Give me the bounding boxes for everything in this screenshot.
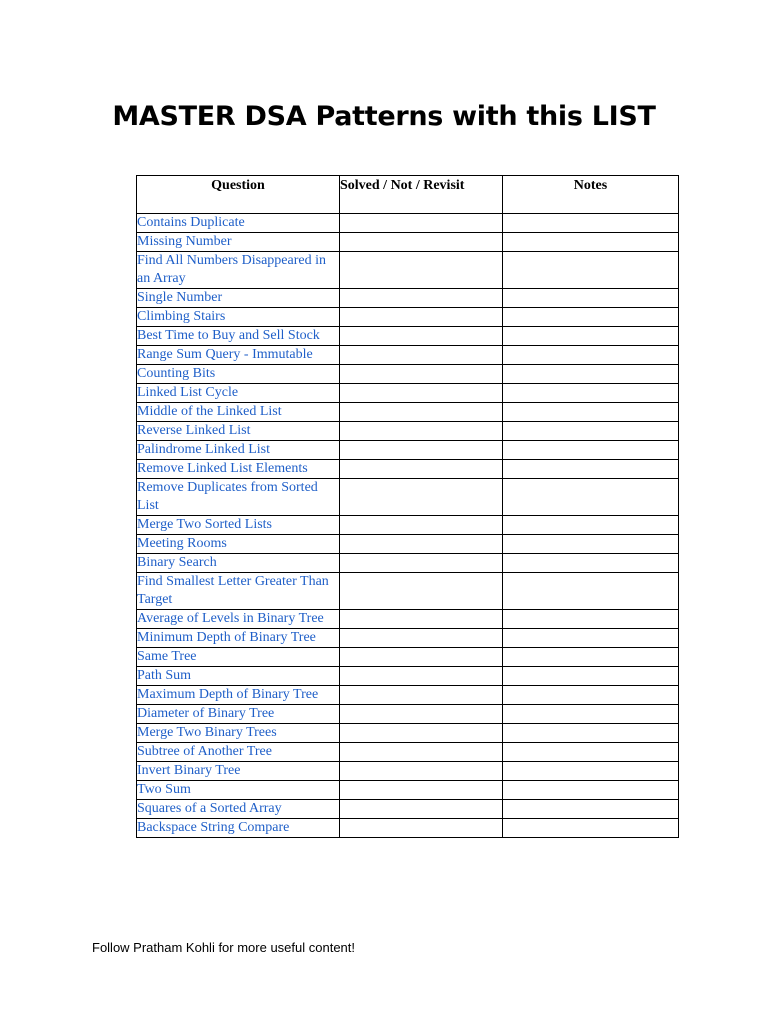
table-row [137,554,679,573]
footer-text: Follow Pratham Kohli for more useful content! [92,940,356,955]
table-row [137,252,679,289]
notes-cell[interactable] [503,610,679,629]
status-cell[interactable] [340,327,503,346]
question-link[interactable]: Reverse Linked List [137,423,251,438]
notes-cell[interactable] [503,422,679,441]
question-link[interactable]: Minimum Depth of Binary Tree [137,630,316,645]
table-row [137,573,679,610]
question-link[interactable]: Missing Number [137,234,232,249]
question-cell [137,667,340,686]
status-cell[interactable] [340,724,503,743]
notes-cell[interactable] [503,629,679,648]
notes-cell[interactable] [503,403,679,422]
question-link[interactable]: Maximum Depth of Binary Tree [137,687,319,702]
table-row [137,516,679,535]
table-header-row [137,176,679,214]
table-row [137,460,679,479]
header-status: Solved / Not / Revisit [340,176,503,214]
table-row [137,479,679,516]
question-link[interactable]: Find Smallest Letter Greater Than Target [137,574,329,607]
status-cell[interactable] [340,252,503,289]
notes-cell[interactable] [503,743,679,762]
status-cell[interactable] [340,800,503,819]
status-cell[interactable] [340,403,503,422]
notes-cell[interactable] [503,800,679,819]
notes-cell[interactable] [503,289,679,308]
table-row [137,819,679,838]
question-link[interactable]: Merge Two Sorted Lists [137,517,272,532]
table-row [137,384,679,403]
question-link[interactable]: Path Sum [137,668,192,683]
question-link[interactable]: Average of Levels in Binary Tree [137,611,324,626]
question-cell [137,743,340,762]
question-link[interactable]: Diameter of Binary Tree [137,706,275,721]
header-question: Question [137,176,340,214]
status-cell[interactable] [340,819,503,838]
table-row [137,535,679,554]
question-link[interactable]: Climbing Stairs [137,309,226,324]
question-link[interactable]: Range Sum Query - Immutable [137,347,313,362]
notes-cell[interactable] [503,762,679,781]
table-row [137,800,679,819]
question-cell [137,479,340,516]
notes-cell[interactable] [503,724,679,743]
status-cell[interactable] [340,214,503,233]
table-row [137,781,679,800]
status-cell[interactable] [340,573,503,610]
question-link[interactable]: Palindrome Linked List [137,442,270,457]
question-link[interactable]: Linked List Cycle [137,385,239,400]
notes-cell[interactable] [503,441,679,460]
status-cell[interactable] [340,233,503,252]
question-cell [137,403,340,422]
table-body [137,214,679,838]
notes-cell[interactable] [503,781,679,800]
status-cell[interactable] [340,629,503,648]
dsa-question-table [136,175,679,838]
notes-cell[interactable] [503,384,679,403]
question-link[interactable]: Middle of the Linked List [137,404,282,419]
table-row [137,705,679,724]
notes-cell[interactable] [503,819,679,838]
question-link[interactable]: Remove Linked List Elements [137,461,308,476]
notes-cell[interactable] [503,516,679,535]
question-cell [137,819,340,838]
notes-cell[interactable] [503,573,679,610]
question-cell [137,800,340,819]
question-cell [137,214,340,233]
table-row [137,441,679,460]
question-cell [137,648,340,667]
table-row [137,724,679,743]
notes-cell[interactable] [503,667,679,686]
header-notes: Notes [503,176,679,214]
notes-cell[interactable] [503,365,679,384]
status-cell[interactable] [340,743,503,762]
status-cell[interactable] [340,365,503,384]
question-cell [137,554,340,573]
question-link[interactable]: Contains Duplicate [137,215,245,230]
question-cell [137,686,340,705]
status-cell[interactable] [340,762,503,781]
status-cell[interactable] [340,308,503,327]
notes-cell[interactable] [503,346,679,365]
question-link[interactable]: Find All Numbers Disappeared in an Array [137,253,326,286]
table-row [137,629,679,648]
notes-cell[interactable] [503,214,679,233]
table-row [137,648,679,667]
notes-cell[interactable] [503,686,679,705]
question-link[interactable]: Backspace String Compare [137,820,290,835]
question-cell [137,762,340,781]
table-row [137,422,679,441]
table-row [137,686,679,705]
status-cell[interactable] [340,705,503,724]
status-cell[interactable] [340,479,503,516]
notes-cell[interactable] [503,460,679,479]
question-cell [137,327,340,346]
question-cell [137,535,340,554]
status-cell[interactable] [340,610,503,629]
question-link[interactable]: Two Sum [137,782,191,797]
table-row [137,214,679,233]
status-cell[interactable] [340,648,503,667]
table-row [137,667,679,686]
notes-cell[interactable] [503,648,679,667]
question-cell [137,460,340,479]
question-cell [137,384,340,403]
table-row [137,743,679,762]
status-cell[interactable] [340,781,503,800]
question-cell [137,233,340,252]
status-cell[interactable] [340,516,503,535]
question-link[interactable]: Invert Binary Tree [137,763,241,778]
table-row [137,289,679,308]
notes-cell[interactable] [503,233,679,252]
table-row [137,233,679,252]
question-link[interactable]: Same Tree [137,649,197,664]
question-cell [137,308,340,327]
question-cell [137,516,340,535]
table-row [137,346,679,365]
question-link[interactable]: Best Time to Buy and Sell Stock [137,328,320,343]
question-link[interactable]: Meeting Rooms [137,536,227,551]
status-cell[interactable] [340,686,503,705]
question-cell [137,289,340,308]
notes-cell[interactable] [503,252,679,289]
question-cell [137,781,340,800]
table-row [137,762,679,781]
notes-cell[interactable] [503,705,679,724]
status-cell[interactable] [340,289,503,308]
table-row [137,610,679,629]
status-cell[interactable] [340,460,503,479]
table-row [137,365,679,384]
question-link[interactable]: Remove Duplicates from Sorted List [137,480,318,513]
status-cell[interactable] [340,667,503,686]
notes-cell[interactable] [503,308,679,327]
question-link[interactable]: Single Number [137,290,223,305]
question-cell [137,441,340,460]
status-cell[interactable] [340,422,503,441]
status-cell[interactable] [340,346,503,365]
table-row [137,403,679,422]
notes-cell[interactable] [503,327,679,346]
page-title: MASTER DSA Patterns with this LIST [112,101,656,132]
question-cell [137,346,340,365]
question-cell [137,724,340,743]
question-link[interactable]: Counting Bits [137,366,216,381]
table-row [137,308,679,327]
status-cell[interactable] [340,554,503,573]
question-link[interactable]: Subtree of Another Tree [137,744,272,759]
question-link[interactable]: Squares of a Sorted Array [137,801,282,816]
status-cell[interactable] [340,535,503,554]
question-cell [137,365,340,384]
notes-cell[interactable] [503,554,679,573]
question-cell [137,252,340,289]
question-cell [137,573,340,610]
question-cell [137,705,340,724]
status-cell[interactable] [340,441,503,460]
question-link[interactable]: Merge Two Binary Trees [137,725,277,740]
notes-cell[interactable] [503,479,679,516]
question-cell [137,422,340,441]
table-row [137,327,679,346]
question-link[interactable]: Binary Search [137,555,217,570]
question-cell [137,629,340,648]
status-cell[interactable] [340,384,503,403]
question-cell [137,610,340,629]
notes-cell[interactable] [503,535,679,554]
